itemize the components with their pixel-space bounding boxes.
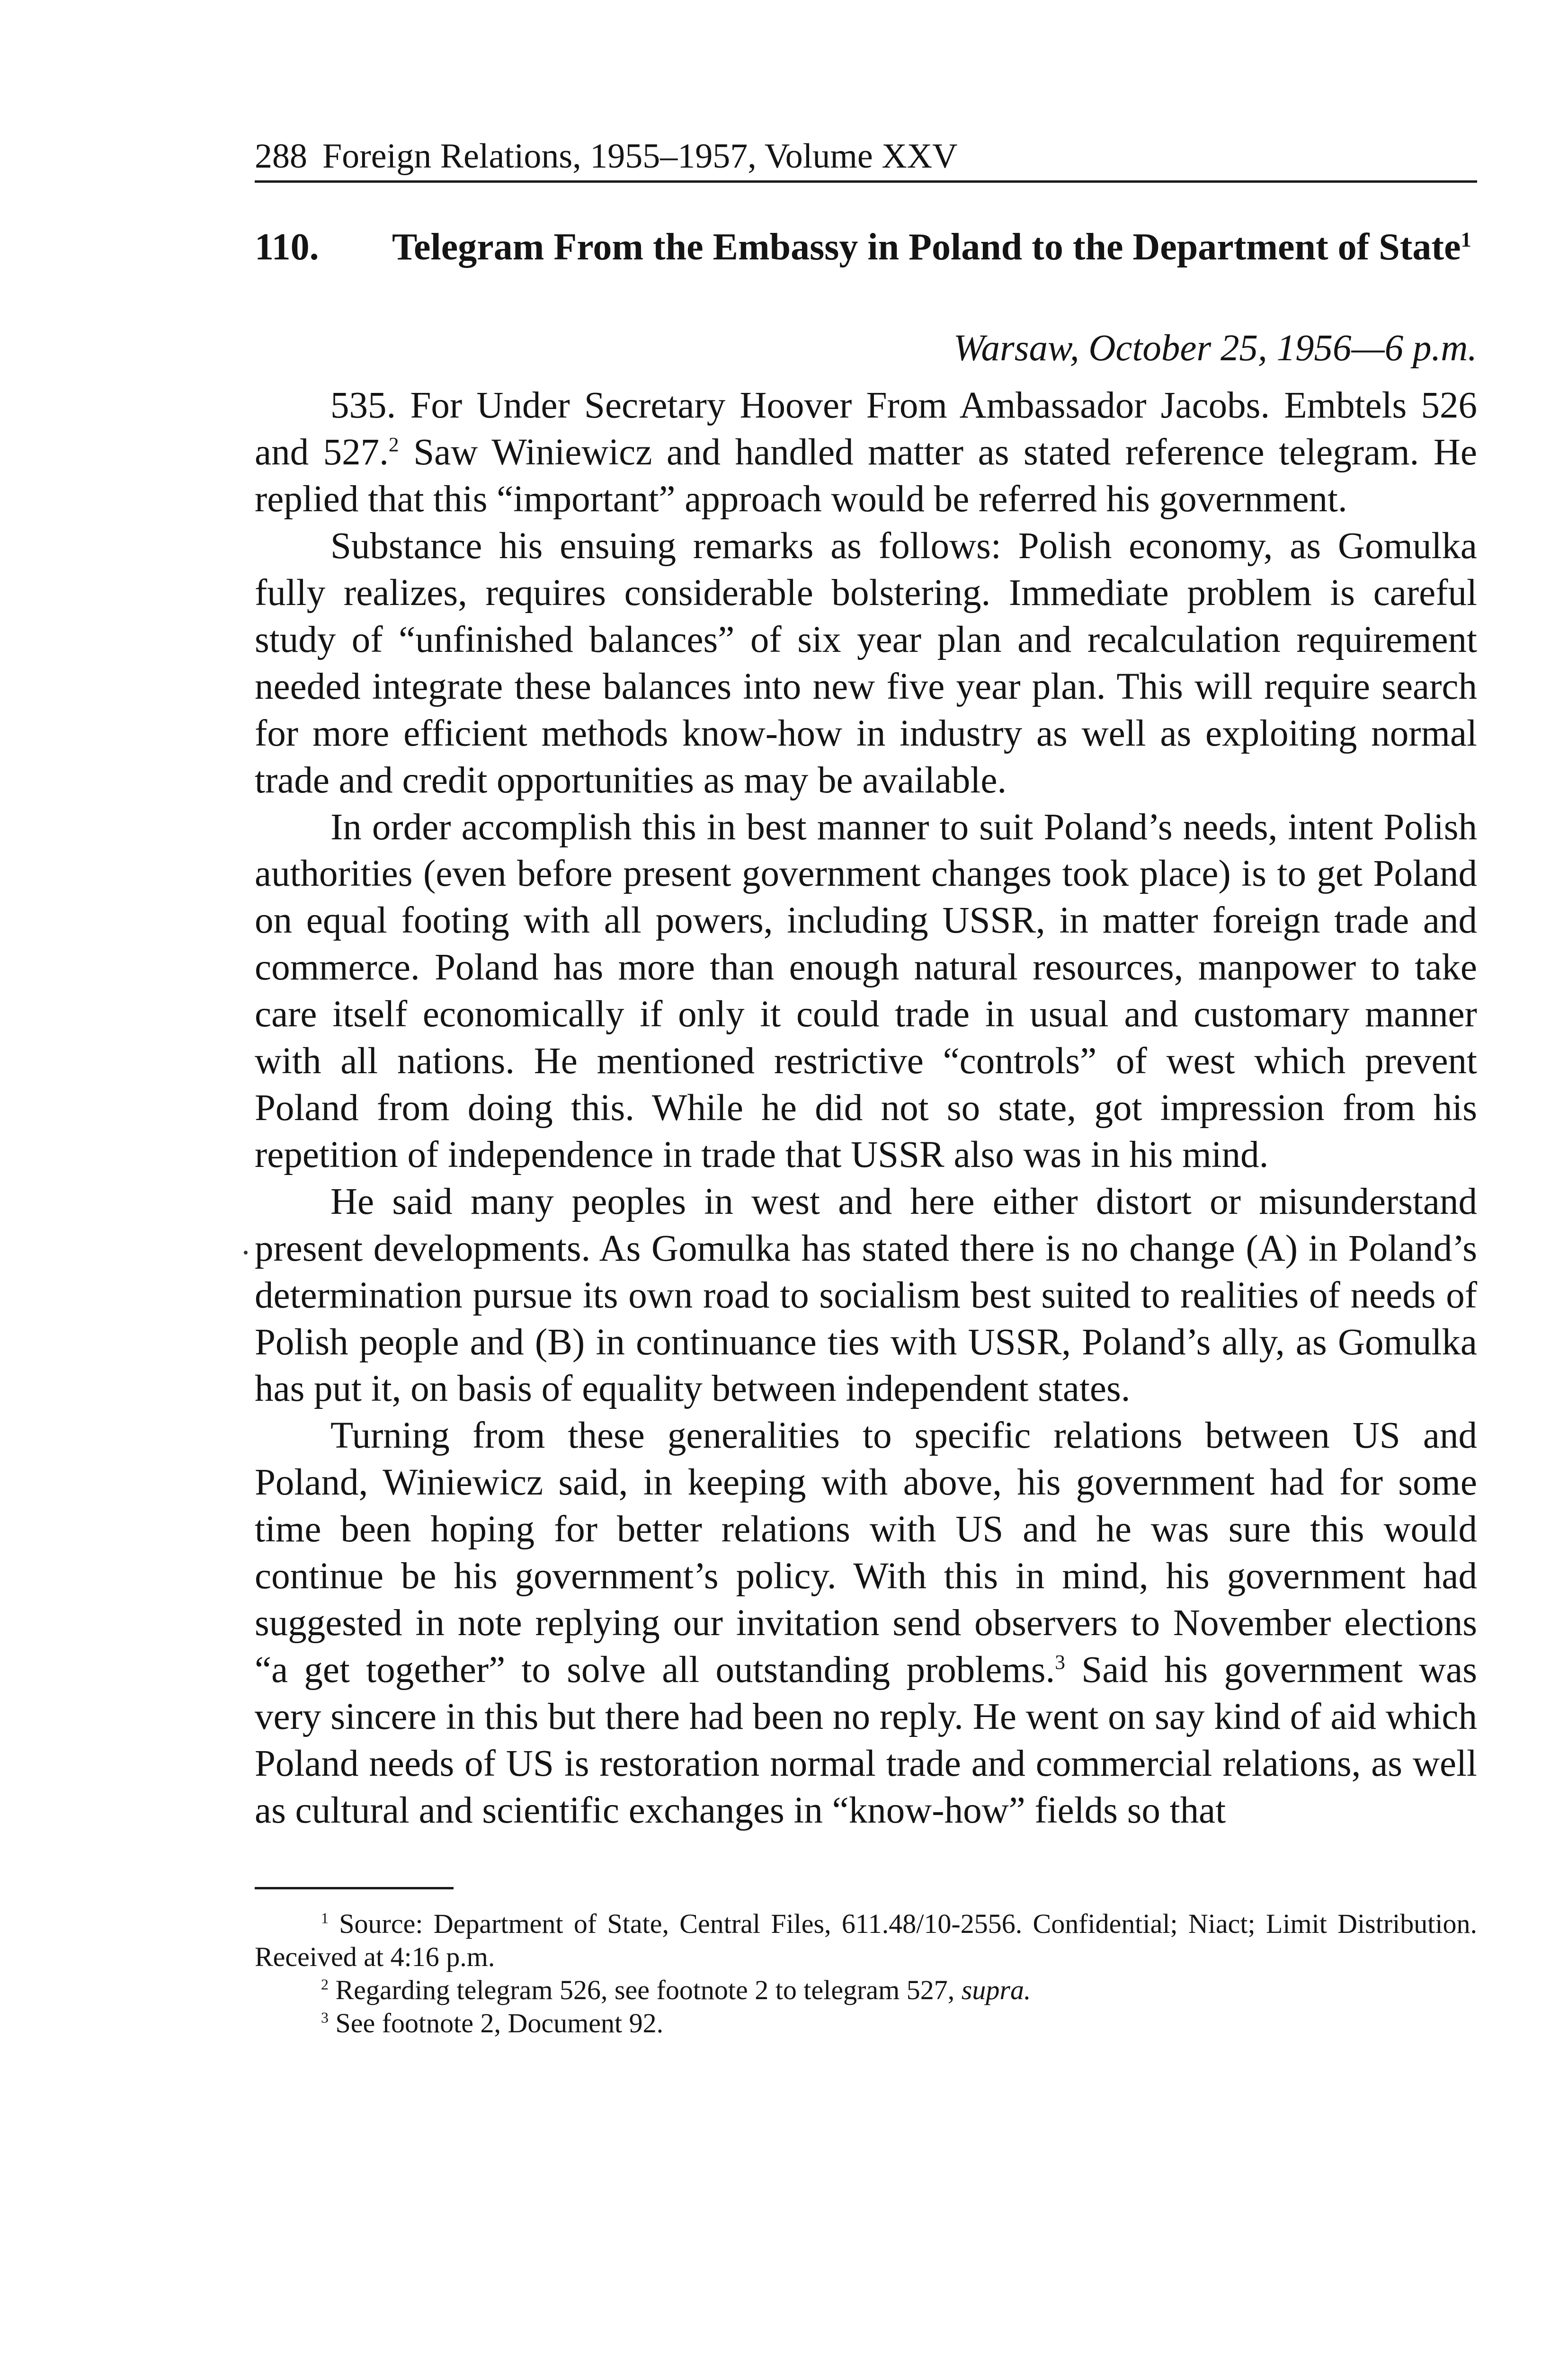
- paragraph-1-text-b: Saw Winiewicz and handled matter as stated reference telegram. He replied that this “important” approach would be referred his government.: [255, 432, 1477, 520]
- document-heading: [255, 225, 1477, 269]
- scan-speck: [244, 1251, 248, 1255]
- running-header: [255, 137, 1477, 183]
- footnote-2: [255, 1974, 1477, 2007]
- footnote-3-text: See footnote 2, Document 92.: [328, 2008, 664, 2039]
- footnote-ref-1[interactable]: 1: [1461, 228, 1471, 251]
- footnote-ref-3[interactable]: 3: [1055, 1651, 1065, 1674]
- paragraph-5-text-b: Said his government was very sincere in this but there had been no reply. He went on say kind of aid which Poland needs of US is restoration normal trade and commercial relations, as well as cultural and scientific exchanges in “know-how” fields so that: [255, 1649, 1477, 1831]
- document-title-block: [392, 225, 1477, 269]
- page-number: 288: [255, 137, 307, 176]
- document-title: Telegram From the Embassy in Poland to the Department of State: [392, 226, 1461, 268]
- paragraph-2: Substance his ensuing remarks as follows: Polish economy, as Gomulka fully realizes, requires considerable bolstering. Immediate problem is careful study of “unfinished balances” of six year plan and recalculation requirement needed integrate these balances into new five year plan. This will require search for more efficient methods know-how in industry as well as exploiting normal trade and credit opportunities as may be available.: [255, 525, 1477, 801]
- document-number: 110.: [255, 226, 319, 268]
- footnote-2-marker: 2: [321, 1976, 329, 1993]
- paragraph-3: In order accomplish this in best manner to suit Poland’s needs, intent Polish authorities (even before present government changes took place) is to get Poland on equal footing with all powers, including USSR, in matter foreign trade and commerce. Poland has more than enough natural resources, manpower to take care itself economically if only it could trade in usual and customary manner with all nations. He mentioned restrictive “controls” of west which prevent Poland from doing this. While he did not so state, got impression from his repetition of independence in trade that USSR also was in his mind.: [255, 806, 1477, 1175]
- footnote-3-marker: 3: [321, 2010, 329, 2027]
- footnote-1-text: Source: Department of State, Central Files, 611.48/10-2556. Confidential; Niact; Limit Distribution. Received at 4:16 p.m.: [255, 1908, 1477, 1973]
- footnotes: [255, 1907, 1477, 2040]
- footnote-3: [255, 2007, 1477, 2040]
- footnote-ref-2[interactable]: 2: [388, 433, 399, 456]
- paragraph-1: [255, 383, 1477, 523]
- paragraph-5: [255, 1413, 1477, 1834]
- footnote-1-marker: 1: [321, 1910, 329, 1927]
- paragraph-1-text-a: 535. For Under Secretary Hoover From Ambassador Jacobs. Embtels 526 and 527.: [255, 385, 1477, 473]
- footnote-1: [255, 1907, 1477, 1974]
- paragraph-5-text-a: Turning from these generalities to specific relations between US and Poland, Winiewicz said, in keeping with above, his government had for some time been hoping for better relations with US and he was sure this would continue be his government’s policy. With this in mind, his government had suggested in note replying our invitation send observers to November elections “a get together” to solve all outstanding problems.: [255, 1415, 1477, 1691]
- paragraph-4: He said many peoples in west and here either distort or misunderstand present developments. As Gomulka has stated there is no change (A) in Poland’s determination pursue its own road to socialism best suited to realities of needs of Polish people and (B) in continuance ties with USSR, Poland’s ally, as Gomulka has put it, on basis of equality between independent states.: [255, 1181, 1477, 1410]
- telegram-body: [255, 383, 1477, 1834]
- footnote-divider: [255, 1887, 454, 1889]
- footnote-2-emphasis: supra.: [961, 1975, 1031, 2006]
- footnote-2-text: Regarding telegram 526, see footnote 2 to telegram 527,: [328, 1975, 962, 2006]
- document-page: [255, 137, 1477, 2040]
- dateline: Warsaw, October 25, 1956—6 p.m.: [953, 328, 1477, 369]
- running-title: Foreign Relations, 1955–1957, Volume XXV: [322, 137, 958, 176]
